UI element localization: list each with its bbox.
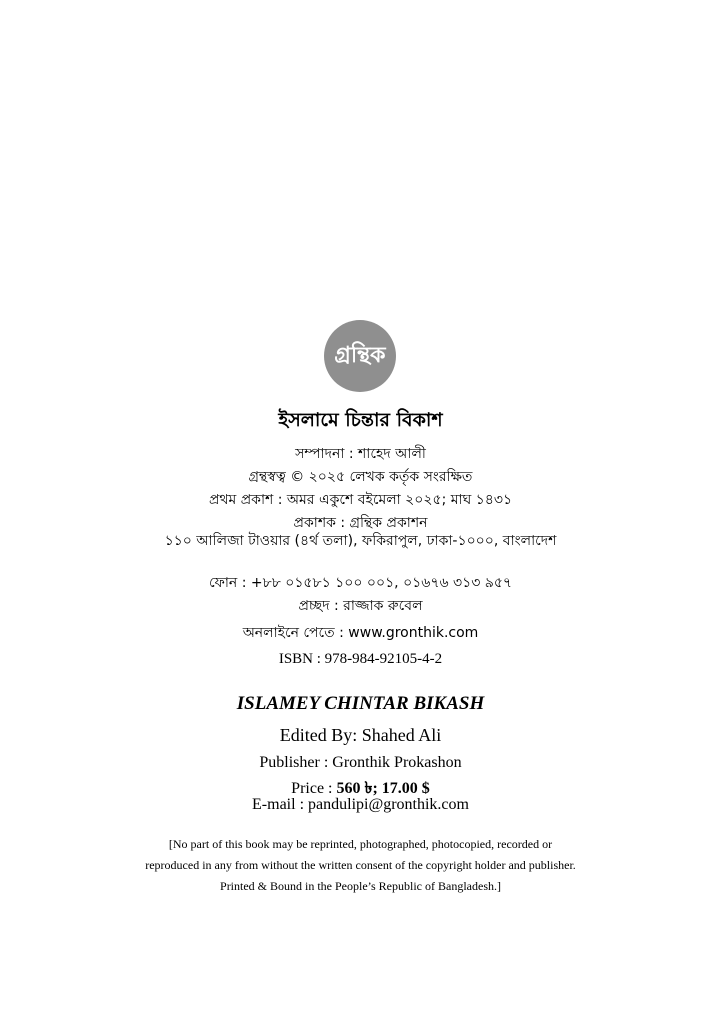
notice-line-2: reproduced in any from without the written consent of the copyright holder and publisher.	[145, 858, 576, 872]
isbn: ISBN : 978-984-92105-4-2	[278, 651, 443, 667]
price-label: Price :	[291, 780, 337, 797]
bangla-book-title: ইসলামে চিন্তার বিকাশ	[278, 409, 443, 431]
bangla-address: ১১০ আলিজা টাওয়ার (৪র্থ তলা), ফকিরাপুল, ঢাকা-১০০০, বাংলাদেশ	[164, 533, 557, 549]
bangla-cover-design: প্রচ্ছদ : রাজ্জাক রুবেল	[298, 598, 423, 614]
english-book-title: ISLAMEY CHINTAR BIKASH	[236, 693, 485, 714]
bangla-publisher: প্রকাশক : গ্রন্থিক প্রকাশন	[293, 515, 428, 531]
english-edited-by: Edited By: Shahed Ali	[279, 725, 442, 745]
english-publisher: Publisher : Gronthik Prokashon	[259, 754, 462, 771]
price-value: 560 ৳; 17.00 $	[336, 780, 430, 797]
notice-line-3: Printed & Bound in the People’s Republic of Bangladesh.]	[220, 879, 501, 893]
bangla-editor: সম্পাদনা : শাহেদ আলী	[295, 446, 426, 462]
copyright-notice	[0, 834, 721, 897]
logo-text: গ্রন্থিক	[334, 342, 386, 368]
bangla-copyright: গ্রন্থস্বত্ব © ২০২৫ লেখক কর্তৃক সংরক্ষিত	[248, 469, 473, 485]
bangla-first-publish: প্রথম প্রকাশ : অমর একুশে বইমেলা ২০২৫; মাঘ ১৪৩১	[208, 492, 513, 508]
english-email: E-mail : pandulipi@gronthik.com	[252, 796, 469, 813]
bangla-online: অনলাইনে পেতে : www.gronthik.com	[242, 625, 479, 641]
bangla-phone: ফোন : +৮৮ ০১৫৮১ ১০০ ০০১, ০১৬৭৬ ৩১৩ ৯৫৭	[208, 575, 513, 591]
notice-line-1: [No part of this book may be reprinted, photographed, photocopied, recorded or	[168, 837, 553, 851]
publisher-logo	[324, 320, 396, 392]
